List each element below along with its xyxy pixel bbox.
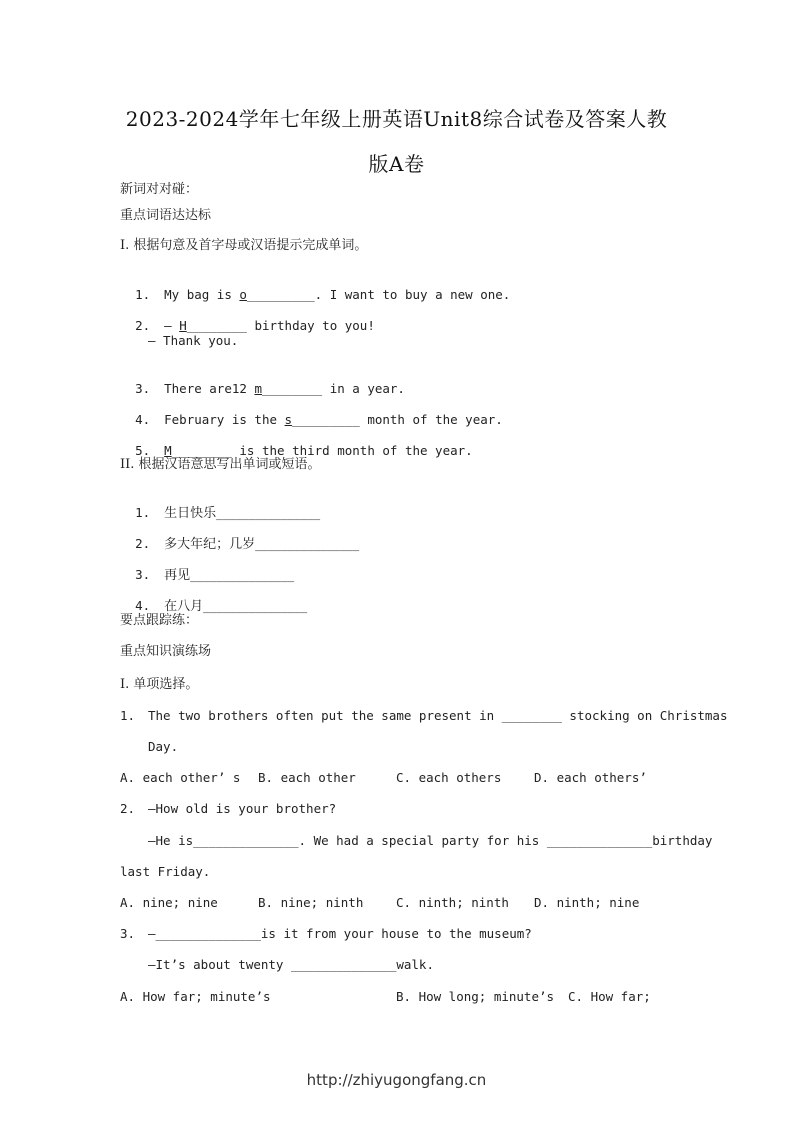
p2-q1 xyxy=(120,489,320,522)
question-text: 再见________________ xyxy=(164,568,295,583)
mc-q2-stem-cont: —He is______________. We had a special party for his ______________birthday xyxy=(148,833,713,848)
part3-heading: I. 单项选择。 xyxy=(120,677,199,692)
question-number: 5. xyxy=(135,443,151,458)
mc-q1-stem-cont: Day. xyxy=(148,739,179,754)
question-text: 在八月________________ xyxy=(164,599,308,614)
hint-letter: s xyxy=(284,412,293,427)
hint-letter: M xyxy=(164,443,172,458)
question-text: My bag is xyxy=(164,287,240,302)
question-text: February is the xyxy=(164,412,285,427)
hint-letter: m xyxy=(254,381,262,396)
p1-q3 xyxy=(120,365,405,397)
question-text: _________. I want to buy a new one. xyxy=(246,287,511,302)
mc-q2-stem: —How old is your brother? xyxy=(148,801,337,816)
document-title-line-1: 2023-2024学年七年级上册英语Unit8综合试卷及答案人教 xyxy=(125,107,668,131)
mc-q3-option-b: B. How long; minute’s xyxy=(396,989,555,1004)
p2-q4 xyxy=(120,582,307,615)
p2-q3 xyxy=(120,551,294,584)
question-text: ________ birthday to you! xyxy=(186,318,375,333)
mc-q1-number: 1. xyxy=(120,708,136,723)
p1-q4 xyxy=(120,396,503,428)
mc-q3-stem-cont: —It’s about twenty ______________walk. xyxy=(148,957,434,972)
mc-q1-option-a: A. each other’ s xyxy=(120,770,241,785)
question-number: 3. xyxy=(135,567,151,582)
mc-q1-option-c: C. each others xyxy=(396,770,502,785)
question-number: 1. xyxy=(135,287,151,302)
hint-letter: H xyxy=(179,318,187,333)
p2-q2 xyxy=(120,520,359,553)
mc-q2-option-d: D. ninth; nine xyxy=(534,895,640,910)
mc-q3-stem: —______________is it from your house to the museum? xyxy=(148,926,532,941)
question-text: 多大年纪；几岁________________ xyxy=(164,537,360,552)
mc-q1-stem: The two brothers often put the same present in ________ stocking on Christmas xyxy=(148,708,728,723)
document-title-line-2: 版A卷 xyxy=(368,152,425,176)
question-text: There are12 xyxy=(164,381,255,396)
section-new-words: 新词对对碰： xyxy=(120,182,199,197)
mc-q3-option-a: A. How far; minute’s xyxy=(120,989,271,1004)
p1-q1 xyxy=(120,271,510,303)
question-number: 4. xyxy=(135,412,151,427)
part2-heading: II. 根据汉语意思写出单词或短语。 xyxy=(120,457,321,472)
question-number: 4. xyxy=(135,598,151,613)
mc-q2-option-a: A. nine; nine xyxy=(120,895,218,910)
mc-q3-number: 3. xyxy=(120,926,136,941)
question-text: — xyxy=(164,318,180,333)
part1-heading: I. 根据句意及首字母或汉语提示完成单词。 xyxy=(120,238,368,253)
mc-q2-number: 2. xyxy=(120,801,136,816)
question-number: 2. xyxy=(135,536,151,551)
mc-q2-stem-end: last Friday. xyxy=(120,864,211,879)
p1-q2-reply: — Thank you. xyxy=(148,333,239,348)
question-text: 生日快乐________________ xyxy=(164,506,321,521)
mc-q1-option-b: B. each other xyxy=(258,770,356,785)
mc-q2-option-b: B. nine; ninth xyxy=(258,895,364,910)
hint-letter: o xyxy=(239,287,247,302)
p1-q2 xyxy=(120,302,375,334)
question-number: 3. xyxy=(135,381,151,396)
mc-q1-option-d: D. each others’ xyxy=(534,770,647,785)
footer-url: http://zhiyugongfang.cn xyxy=(306,1071,487,1089)
question-text: _________ month of the year. xyxy=(292,412,503,427)
question-text: ________ in a year. xyxy=(261,381,405,396)
question-number: 1. xyxy=(135,505,151,520)
mc-q3-option-c: C. How far; xyxy=(568,989,651,1004)
mc-q2-option-c: C. ninth; ninth xyxy=(396,895,509,910)
p1-q5 xyxy=(120,427,473,459)
section-key-knowledge: 重点知识演练场 xyxy=(120,644,212,659)
question-number: 2. xyxy=(135,318,151,333)
section-follow-practice: 要点跟踪练： xyxy=(120,613,199,628)
section-key-words: 重点词语达达标 xyxy=(120,208,212,223)
question-text: ________ is the third month of the year. xyxy=(171,443,473,458)
